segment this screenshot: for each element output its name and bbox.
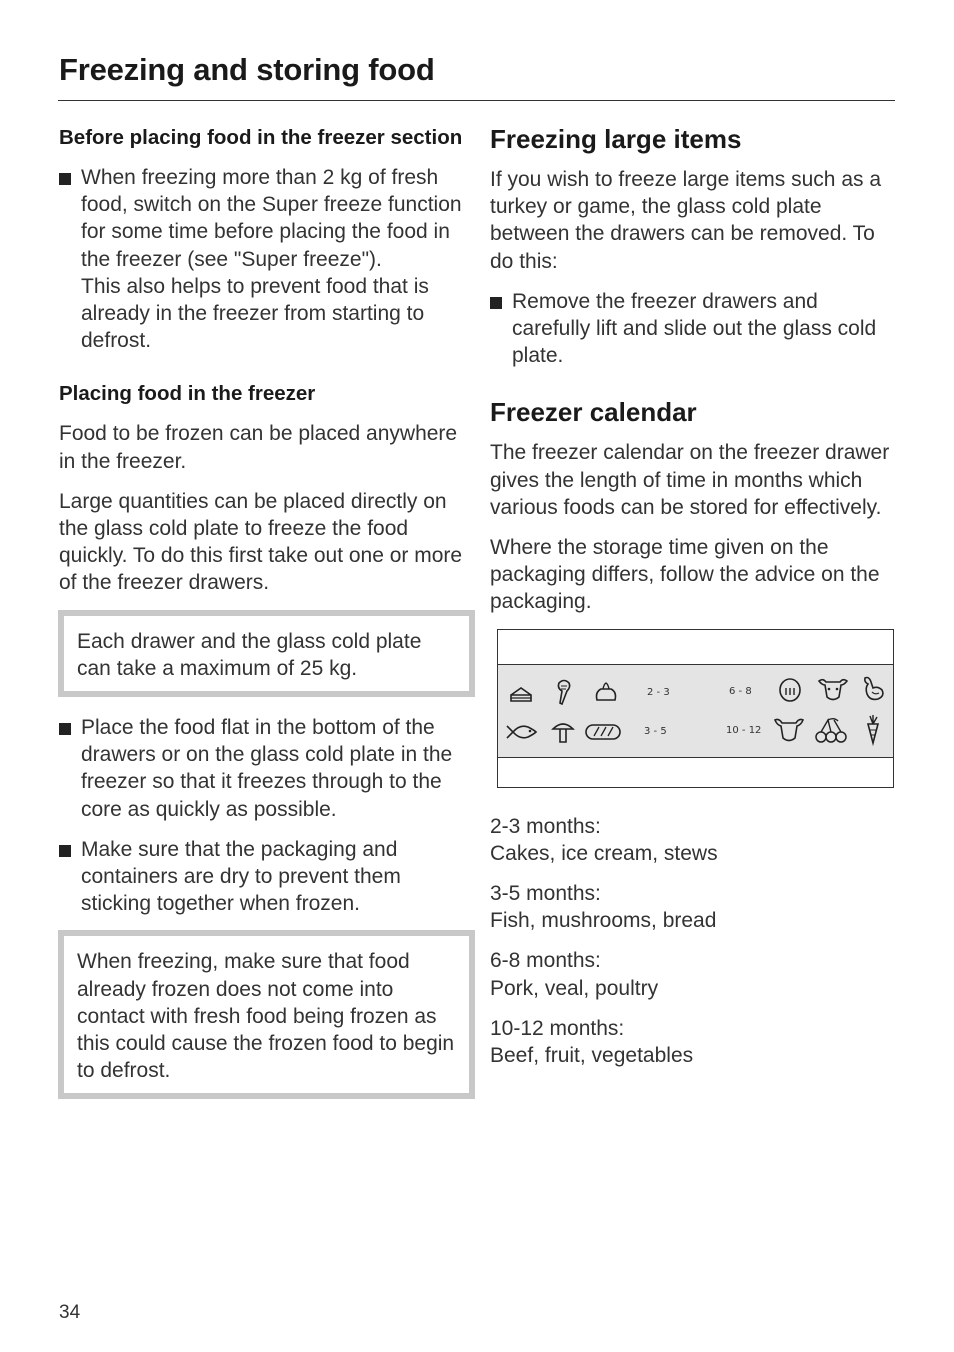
bullet-remove-drawers <box>490 288 895 370</box>
calendar-label-2-3: 2 - 3 <box>647 686 670 698</box>
ice-cream-icon <box>554 679 574 707</box>
legend-range: 10-12 months: <box>490 1016 625 1040</box>
veal-icon <box>817 675 849 703</box>
legend-foods: Cakes, ice cream, stews <box>490 841 718 865</box>
calendar-label-10-12: 10 - 12 <box>726 724 762 736</box>
note-box-defrost <box>58 930 475 1099</box>
note-defrost-text: When freezing, make sure that food already frozen does not come into contact with fresh food being frozen as this could cause the frozen food to begin to defrost. <box>77 950 455 1083</box>
bullet-super-freeze-cont: This also helps to prevent food that is already in the freezer from starting to defrost. <box>81 274 429 353</box>
bullet-place-flat-text: Place the food flat in the bottom of the drawers or on the glass cold plate in the freezer so that it freezes through to the core as quickly as possible. <box>81 716 453 821</box>
placing-food-heading: Placing food in the freezer <box>59 382 316 406</box>
legend-foods: Fish, mushrooms, bread <box>490 909 717 933</box>
freezing-large-items-heading: Freezing large items <box>490 124 742 154</box>
page-number: 34 <box>59 1302 81 1323</box>
legend-item <box>490 1015 895 1069</box>
bread-icon <box>584 722 622 742</box>
bullet-square-icon <box>59 164 81 354</box>
bullet-square-icon <box>59 714 81 823</box>
note-weight-text: Each drawer and the glass cold plate can take a maximum of 25 kg. <box>77 629 422 680</box>
placing-para-1: Food to be frozen can be placed anywhere in the freezer. <box>59 422 458 473</box>
mushroom-icon <box>551 719 575 745</box>
freezer-calendar-heading: Freezer calendar <box>490 397 697 428</box>
legend-foods: Beef, fruit, vegetables <box>490 1044 694 1068</box>
left-column <box>59 124 464 1116</box>
page-title: Freezing and storing food <box>59 52 435 87</box>
vegetables-icon <box>861 714 885 746</box>
note-box-weight <box>58 610 475 697</box>
bullet-remove-drawers-text: Remove the freezer drawers and carefully lift and slide out the glass cold plate. <box>512 289 877 368</box>
calendar-band <box>498 664 893 758</box>
bullet-square-icon <box>490 288 512 370</box>
calendar-para-2: Where the storage time given on the packaging differs, follow the advice on the packaging. <box>490 536 880 614</box>
stew-pot-icon <box>593 679 619 705</box>
large-items-para: If you wish to freeze large items such as a turkey or game, the glass cold plate between the drawers can be removed. To do this: <box>490 168 882 273</box>
bullet-place-flat <box>59 714 464 823</box>
placing-para-2: Large quantities can be placed directly on the glass cold plate to freeze the food quickly. To do this first take out one or more of the freezer drawers. <box>59 489 463 595</box>
poultry-icon <box>860 674 888 704</box>
bullet-packaging-dry <box>59 836 464 918</box>
legend-range: 6-8 months: <box>490 949 601 973</box>
legend-range: 3-5 months: <box>490 882 601 906</box>
legend-item <box>490 947 895 1001</box>
before-placing-heading: Before placing food in the freezer section <box>59 126 463 149</box>
calendar-label-3-5: 3 - 5 <box>644 725 667 737</box>
pork-icon <box>777 676 803 704</box>
fruit-icon <box>814 716 848 744</box>
beef-icon <box>773 716 805 744</box>
legend-range: 2-3 months: <box>490 814 601 838</box>
bullet-packaging-dry-text: Make sure that the packaging and containers are dry to prevent them sticking together when frozen. <box>81 837 401 916</box>
bullet-super-freeze-text: When freezing more than 2 kg of fresh food, switch on the Super freeze function for some time before placing the food in the freezer (see "Super freeze"). <box>81 166 462 271</box>
legend-foods: Pork, veal, poultry <box>490 976 659 1000</box>
calendar-label-6-8: 6 - 8 <box>729 685 752 697</box>
bullet-square-icon <box>59 836 81 918</box>
calendar-para-1: The freezer calendar on the freezer drawer gives the length of time in months which various foods can be stored for effectively. <box>490 441 890 519</box>
freezer-calendar-diagram <box>497 629 894 788</box>
cake-icon <box>508 683 534 705</box>
legend-item <box>490 813 895 867</box>
right-column <box>490 124 895 1082</box>
bullet-super-freeze <box>59 164 464 354</box>
legend-item <box>490 880 895 934</box>
fish-icon <box>504 722 538 742</box>
calendar-legend <box>490 813 895 1070</box>
title-rule <box>58 100 895 101</box>
